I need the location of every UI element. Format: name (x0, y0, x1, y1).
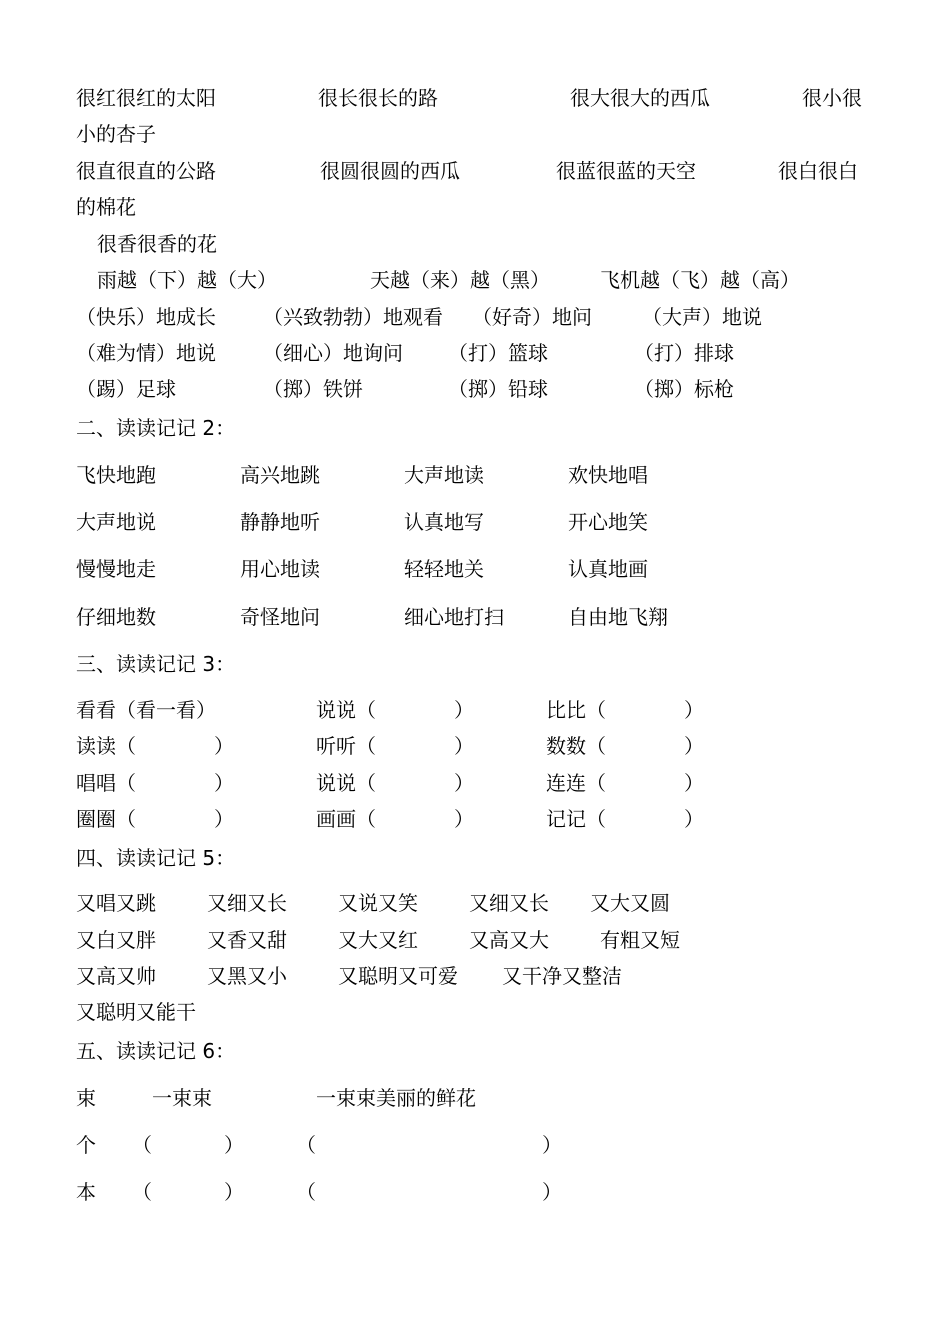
phrase: 很小很 (802, 86, 862, 110)
section-heading: 三、读读记记 3： (76, 652, 236, 676)
phrase: 一束束 (152, 1086, 212, 1110)
phrase: （打）篮球 (448, 341, 548, 365)
phrase: （好奇）地问 (472, 305, 592, 329)
phrase: （打）排球 (634, 341, 734, 365)
phrase: 连连（ (546, 771, 606, 795)
phrase: 轻轻地关 (404, 557, 484, 581)
phrase: 又高又大 (469, 928, 549, 952)
phrase-wrap: 的棉花 (76, 195, 136, 219)
phrase: 奇怪地问 (240, 605, 320, 629)
bracket-close: ） (542, 1180, 562, 1204)
phrase: 又大又红 (338, 928, 418, 952)
bracket-close: ） (684, 807, 704, 831)
bracket-close: ） (542, 1133, 562, 1157)
phrase: 飞快地跑 (76, 463, 156, 487)
phrase: 慢慢地走 (76, 557, 156, 581)
bracket-close: ） (684, 698, 704, 722)
section-heading: 四、读读记记 5： (76, 846, 236, 870)
phrase: 认真地写 (404, 510, 484, 534)
phrase: 有粗又短 (600, 928, 680, 952)
bracket-close: ） (214, 734, 234, 758)
bracket-open: （ (296, 1180, 316, 1204)
phrase: 看看（看一看） (76, 698, 216, 722)
phrase: 比比（ (546, 698, 606, 722)
bracket-close: ） (454, 807, 474, 831)
phrase: 读读（ (76, 734, 136, 758)
section-heading: 五、读读记记 6： (76, 1039, 236, 1063)
phrase: （踢）足球 (76, 377, 176, 401)
bracket-open: （ (132, 1133, 152, 1157)
phrase: 又细又长 (207, 891, 287, 915)
phrase: 说说（ (316, 698, 376, 722)
phrase: 又黑又小 (207, 964, 287, 988)
phrase: 仔细地数 (76, 605, 156, 629)
phrase: 大声地说 (76, 510, 156, 534)
bracket-close: ） (454, 698, 474, 722)
phrase: 又说又笑 (338, 891, 418, 915)
phrase: （掷）铅球 (448, 377, 548, 401)
phrase: 数数（ (546, 734, 606, 758)
phrase: 飞机越（飞）越（高） (600, 268, 800, 292)
phrase: 很长很长的路 (318, 86, 438, 110)
phrase: 圈圈（ (76, 807, 136, 831)
bracket-close: ） (454, 734, 474, 758)
bracket-close: ） (684, 771, 704, 795)
bracket-close: ） (214, 807, 234, 831)
bracket-open: （ (296, 1133, 316, 1157)
bracket-close: ） (214, 771, 234, 795)
phrase: 高兴地跳 (240, 463, 320, 487)
measure-word: 本 (76, 1180, 96, 1204)
phrase: 说说（ (316, 771, 376, 795)
phrase: 静静地听 (240, 510, 320, 534)
bracket-open: （ (132, 1180, 152, 1204)
bracket-close: ） (684, 734, 704, 758)
phrase-wrap: 小的杏子 (76, 122, 156, 146)
measure-word: 个 (76, 1133, 96, 1157)
phrase: 画画（ (316, 807, 376, 831)
phrase: 又干净又整洁 (502, 964, 622, 988)
phrase: 又白又胖 (76, 928, 156, 952)
phrase: 又大又圆 (590, 891, 670, 915)
phrase: 雨越（下）越（大） (97, 268, 277, 292)
phrase: （难为情）地说 (76, 341, 216, 365)
phrase: （掷）铁饼 (263, 377, 363, 401)
phrase: （快乐）地成长 (76, 305, 216, 329)
phrase: 又聪明又能干 (76, 1000, 196, 1024)
phrase: 欢快地唱 (568, 463, 648, 487)
phrase: 开心地笑 (568, 510, 648, 534)
phrase: 天越（来）越（黑） (370, 268, 550, 292)
phrase: 又香又甜 (207, 928, 287, 952)
phrase: 认真地画 (568, 557, 648, 581)
phrase: 又唱又跳 (76, 891, 156, 915)
measure-word: 束 (76, 1086, 96, 1110)
bracket-close: ） (224, 1180, 244, 1204)
phrase: 听听（ (316, 734, 376, 758)
phrase: 又聪明又可爱 (338, 964, 458, 988)
phrase: 大声地读 (404, 463, 484, 487)
phrase: 很圆很圆的西瓜 (320, 159, 460, 183)
phrase: 又细又长 (469, 891, 549, 915)
phrase: （大声）地说 (642, 305, 762, 329)
section-heading: 二、读读记记 2： (76, 416, 236, 440)
phrase: （细心）地询问 (263, 341, 403, 365)
bracket-close: ） (454, 771, 474, 795)
phrase: 很直很直的公路 (76, 159, 216, 183)
phrase: 很大很大的西瓜 (570, 86, 710, 110)
phrase: 很蓝很蓝的天空 (556, 159, 696, 183)
phrase: 又高又帅 (76, 964, 156, 988)
phrase: 自由地飞翔 (568, 605, 668, 629)
phrase: 很香很香的花 (97, 232, 217, 256)
phrase: 很红很红的太阳 (76, 86, 216, 110)
bracket-close: ） (224, 1133, 244, 1157)
phrase: 细心地打扫 (404, 605, 504, 629)
phrase: 唱唱（ (76, 771, 136, 795)
phrase: （掷）标枪 (634, 377, 734, 401)
phrase: （兴致勃勃）地观看 (263, 305, 443, 329)
phrase: 一束束美丽的鲜花 (316, 1086, 476, 1110)
phrase: 记记（ (546, 807, 606, 831)
phrase: 很白很白 (778, 159, 858, 183)
phrase: 用心地读 (240, 557, 320, 581)
